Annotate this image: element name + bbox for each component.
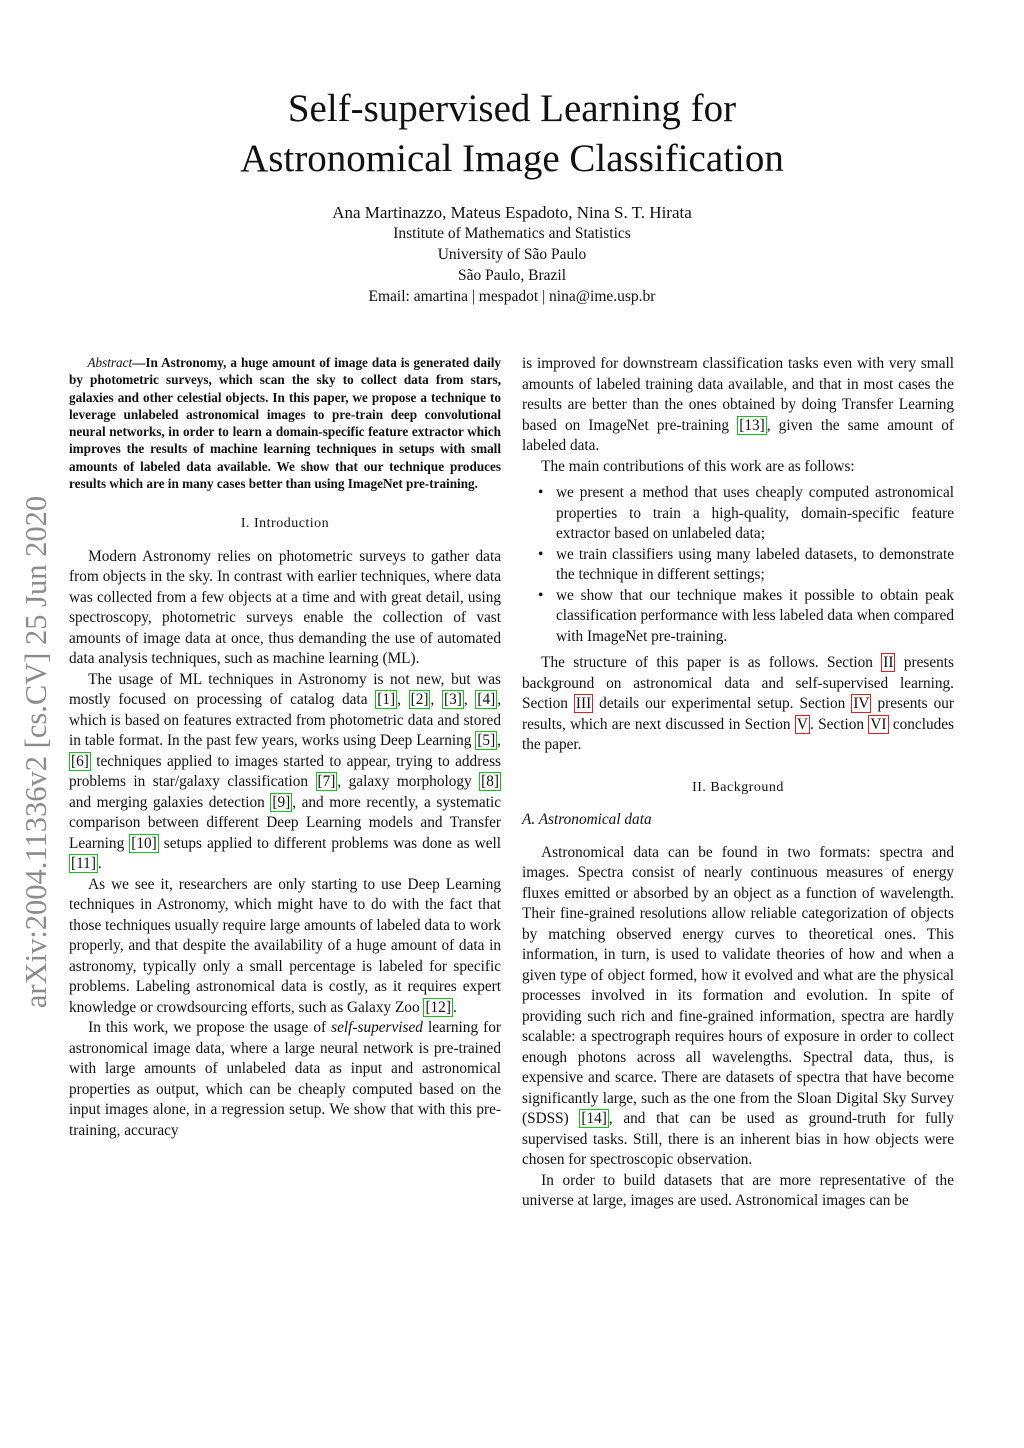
text-run: The structure of this paper is as follows. Section [541,654,882,671]
intro-paragraph-3 [69,875,501,1019]
text-run: learning for astronomical image data, where a large neural network is pre-trained with large amounts of unlabeled data as input and astronomical properties as output, which can be cheaply computed based on the input images alone, in a regression setup. We show that with this pre-training, accuracy [69,1019,501,1139]
paper-title [0,84,1024,184]
citation-link[interactable]: [10] [131,834,157,852]
abstract [69,354,501,492]
left-column [69,354,501,1141]
text-run: . [452,998,457,1016]
citation-link[interactable]: [8] [481,773,499,791]
section-ref-link[interactable]: II [883,654,894,671]
text-run: techniques applied to images started to appear, trying to address problems in star/galaxy classification [69,752,501,791]
section-heading-background: II. Background [692,779,784,795]
text-run: details our experimental setup. Section [593,695,852,712]
arxiv-stamp-margin [12,452,60,1052]
section-ref-link[interactable]: VI [870,715,887,733]
background-paragraph-2: In order to build datasets that are more representative of the universe at large, images are used. Astronomical images can be [522,1171,954,1209]
section-ref-link[interactable]: III [575,695,592,712]
list-item: • we present a method that uses cheaply computed astronomical properties to train a high-quality, domain-specific feature extractor based on unlabeled data; [556,483,954,545]
citation-link[interactable]: [4] [477,691,496,709]
background-paragraph-1 [522,843,954,1171]
citation-link[interactable]: [5] [477,732,496,750]
structure-paragraph [522,653,954,756]
email-line: Email: amartina | mespadot | nina@ime.usp.br [368,288,656,305]
citation-link[interactable]: [1] [377,691,396,709]
intro-paragraph-1: Modern Astronomy relies on photometric surveys to gather data from objects in the sky. In contrast with earlier techniques, where data was collected from a few objects at a time and with great detail, using spectroscopy, photometric surveys enable the collection of vast amounts of image data at once, thus demanding the use of automated data analysis techniques, such as machine learning (ML). [69,547,501,668]
text-run: presents our results, which are next discussed in Section [522,695,954,733]
affiliation-line: Institute of Mathematics and Statistics [393,225,631,242]
citation-link[interactable]: [13] [739,416,765,434]
paper-header [0,84,1024,307]
title-line-2: Astronomical Image Classification [240,137,784,180]
citation-link[interactable]: [2] [410,691,429,709]
text-run: , [463,691,476,709]
intro-paragraph-2 [69,670,501,875]
intro-paragraph-4-continued [522,354,954,457]
text-run: setups applied to different problems was done as well [158,834,501,852]
text-run: Astronomical data can be found in two formats: spectra and images. Spectra consist of nearly continuous measures of energy fluxes emitted or absorbed by an object as a function of wavelength. Their fine-grained resolutions allow reliable categorization of objects by matching observed energy curves to theoretical ones. This information, in turn, is used to validate theories of how and when a given type of object formed, how it evolved and what are the physical processes involved in its formation and evolution. In spite of providing such rich and fine-grained information, spectra are hardly scalable: a spectrograph requires hours of exposure in order to collect enough photons across all wavelengths. Spectral data, thus, is expensive and scarce. There are datasets of spectra that have become significantly large, such as the one from the Sloan Digital Sky Survey (SDSS) [522,843,954,1127]
section-ref-link[interactable]: V [796,715,808,733]
text-run: In this work, we propose the usage of [88,1019,332,1037]
list-item: • we train classifiers using many labeled datasets, to demonstrate the technique in different settings; [556,545,954,586]
text-run: . Section [809,715,869,733]
text-run: , and more recently, a systematic comparison between different Deep Learning models and Transfer Learning [69,793,501,852]
citation-link[interactable]: [3] [443,691,462,709]
abstract-text: —In Astronomy, a huge amount of image data is generated daily by photometric surveys, which scan the sky to collect data from stars, galaxies and other celestial objects. In this paper, we propose a technique to leverage unlabeled astronomical images to pre-train deep convolutional neural networks, in order to learn a domain-specific feature extractor which improves the results of machine learning techniques in setups with small amounts of labeled data available. We show that our technique produces results which are in many cases better than using ImageNet pre-training. [69,355,501,492]
citation-link[interactable]: [7] [317,773,336,791]
contributions-list [522,483,954,647]
emphasis-term: self-supervised [331,1019,423,1037]
text-run: , [430,691,442,709]
citation-link[interactable]: [14] [581,1110,607,1127]
abstract-label: Abstract [87,355,133,370]
citation-link[interactable]: [11] [71,855,96,873]
arxiv-stamp: arXiv:2004.11336v2 [cs.CV] 25 Jun 2020 [19,495,53,1009]
text-run: The usage of ML techniques in Astronomy is not new, but was mostly focused on processing of catalog data [69,670,501,709]
text-run: is improved for downstream classification tasks even with very small amounts of labeled training data available, and that in most cases the results are better than the ones obtained by doing Transfer Learning based on ImageNet pre-training [522,355,954,434]
section-heading-introduction: I. Introduction [240,516,330,532]
citation-link[interactable]: [12] [425,998,451,1016]
text-run: . [97,855,102,873]
title-line-1: Self-supervised Learning for [287,87,737,130]
contributions-lead: The main contributions of this work are as follows: [541,457,855,475]
text-run: , which is based on features extracted from photometric data and stored in table format. In the past few years, works using Deep Learning [69,691,502,750]
affiliation-line: University of São Paulo [437,246,587,263]
text-run: , given the same amount of labeled data. [522,416,954,454]
text-run: , and that can be used as ground-truth for fully supervised tasks. Still, there is an inherent bias in how objects were chosen for spectroscopic observation. [522,1110,954,1168]
text-run: and merging galaxies detection [69,793,271,811]
text-run: presents background on astronomical data and self-supervised learning. Section [522,654,954,712]
section-ref-link[interactable]: IV [853,695,870,712]
text-run: As we see it, researchers are only starting to use Deep Learning techniques in Astronomy, which might have to do with the fact that those techniques usually require large amounts of labeled data to work properly, and that despite the availability of a huge amount of data in astronomy, typically only a small percentage is labeled for specific problems. Labeling astronomical data is costly, as it requires expert knowledge or crowdsourcing efforts, such as Galaxy Zoo [69,875,501,1016]
right-column [522,354,954,1212]
list-item: • we show that our technique makes it possible to obtain peak classification performance with less labeled data when compared with ImageNet pre-training. [556,586,954,648]
intro-paragraph-4 [69,1018,501,1141]
text-run: , [497,732,501,750]
affiliation-line: São Paulo, Brazil [457,267,567,284]
subsection-heading-astronomical-data: A. Astronomical data [522,811,652,828]
citation-link[interactable]: [6] [71,752,89,770]
author-list: Ana Martinazzo, Mateus Espadoto, Nina S. T. Hirata [332,203,692,222]
text-run: , [397,691,409,709]
text-run: concludes the paper. [522,715,954,753]
text-run: , galaxy morphology [337,773,480,791]
citation-link[interactable]: [9] [272,793,291,811]
